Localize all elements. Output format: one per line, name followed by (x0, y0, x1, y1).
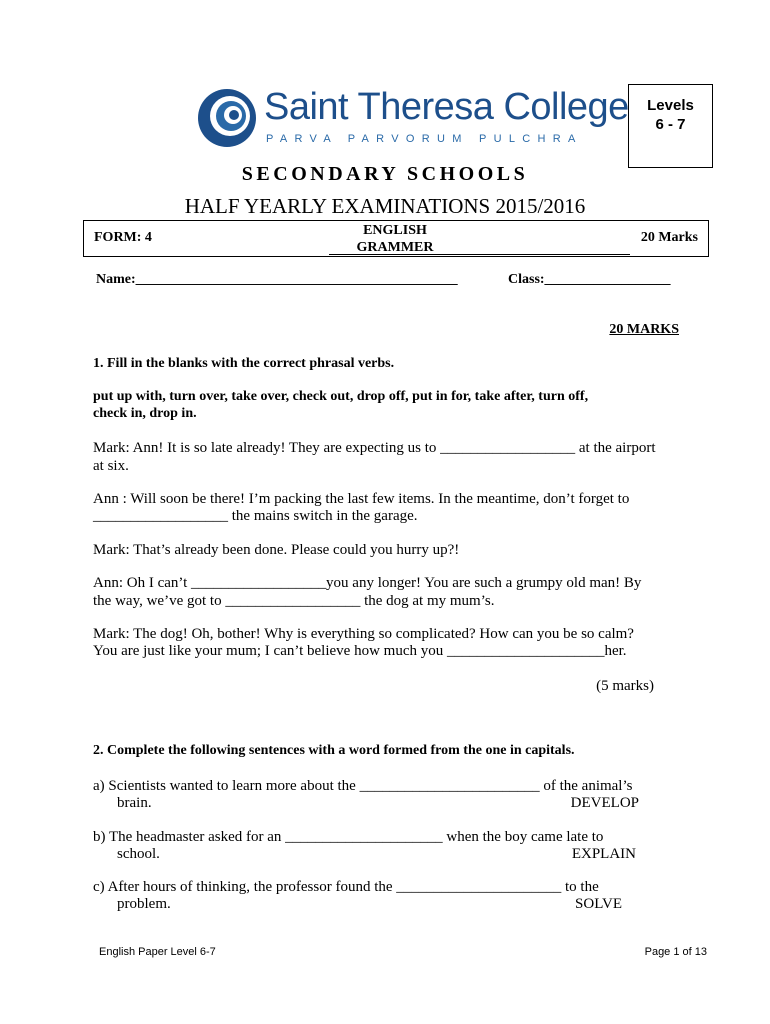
exam-title: HALF YEARLY EXAMINATIONS 2015/2016 (184, 194, 586, 218)
footer-paper-label: English Paper Level 6-7 (99, 946, 216, 958)
subject-label (330, 222, 460, 256)
subject-line-2: GRAMMER (356, 240, 434, 255)
dialogue-4-line-2: the way, we’ve got to __________________ the dog at my mum’s. (93, 593, 495, 609)
q1-word-bank-line-1: put up with, turn over, take over, check out, drop off, put in for, take after, turn off, (93, 389, 589, 404)
subject-underline (329, 254, 630, 255)
footer-page-number: Page 1 of 13 (644, 946, 707, 958)
dialogue-3-line-1: Mark: That’s already been done. Please could you hurry up?! (93, 542, 460, 558)
q2-b-capital-word: EXPLAIN (571, 846, 636, 862)
levels-box (628, 84, 713, 168)
name-field[interactable]: Name:______________________________________________ (96, 272, 458, 287)
college-name: Saint Theresa College (264, 86, 629, 128)
q2-title: 2. Complete the following sentences with a word formed from the one in capitals. (93, 743, 575, 758)
total-marks-label: 20 Marks (640, 230, 698, 245)
dialogue-5-line-1: Mark: The dog! Oh, bother! Why is everything so complicated? How can you be so calm? (93, 626, 634, 642)
levels-label: Levels (647, 97, 694, 114)
q1-title: 1. Fill in the blanks with the correct phrasal verbs. (93, 356, 395, 371)
q2-a-line-1: a) Scientists wanted to learn more about the ________________________ of the animal’s (93, 778, 633, 794)
college-swirl-logo-icon (197, 88, 257, 148)
class-field[interactable]: Class:__________________ (508, 272, 671, 287)
college-motto: PARVA PARVORUM PULCHRA (266, 133, 583, 145)
q2-b-line-1: b) The headmaster asked for an _____________________ when the boy came late to (93, 829, 604, 845)
q1-word-bank-line-2: check in, drop in. (93, 406, 197, 421)
dialogue-1-line-1: Mark: Ann! It is so late already! They are expecting us to __________________ at the airport (93, 440, 656, 456)
q2-a-line-2: brain. (117, 795, 152, 811)
subject-line-1: ENGLISH (363, 223, 427, 238)
dialogue-2-line-2: __________________ the mains switch in the garage. (93, 508, 418, 524)
q2-a-capital-word: DEVELOP (570, 795, 639, 811)
levels-value: 6 - 7 (655, 116, 686, 133)
q2-c-capital-word: SOLVE (575, 896, 622, 912)
exam-info-box (83, 220, 709, 257)
dialogue-2-line-1: Ann : Will soon be there! I’m packing the last few items. In the meantime, don’t forget to (93, 491, 630, 507)
q2-b-line-2: school. (117, 846, 160, 862)
q1-marks: (5 marks) (596, 678, 654, 694)
q2-c-line-2: problem. (117, 896, 171, 912)
form-label: FORM: 4 (94, 230, 152, 245)
dialogue-4-line-1: Ann: Oh I can’t __________________you any longer! You are such a grumpy old man! By (93, 575, 642, 591)
q2-c-line-1: c) After hours of thinking, the professor found the ______________________ to the (93, 879, 599, 895)
dialogue-1-line-2: at six. (93, 458, 129, 474)
dialogue-5-line-2: You are just like your mum; I can’t believe how much you _____________________her. (93, 643, 627, 659)
section-marks: 20 MARKS (609, 322, 679, 337)
schools-heading: SECONDARY SCHOOLS (241, 163, 529, 185)
